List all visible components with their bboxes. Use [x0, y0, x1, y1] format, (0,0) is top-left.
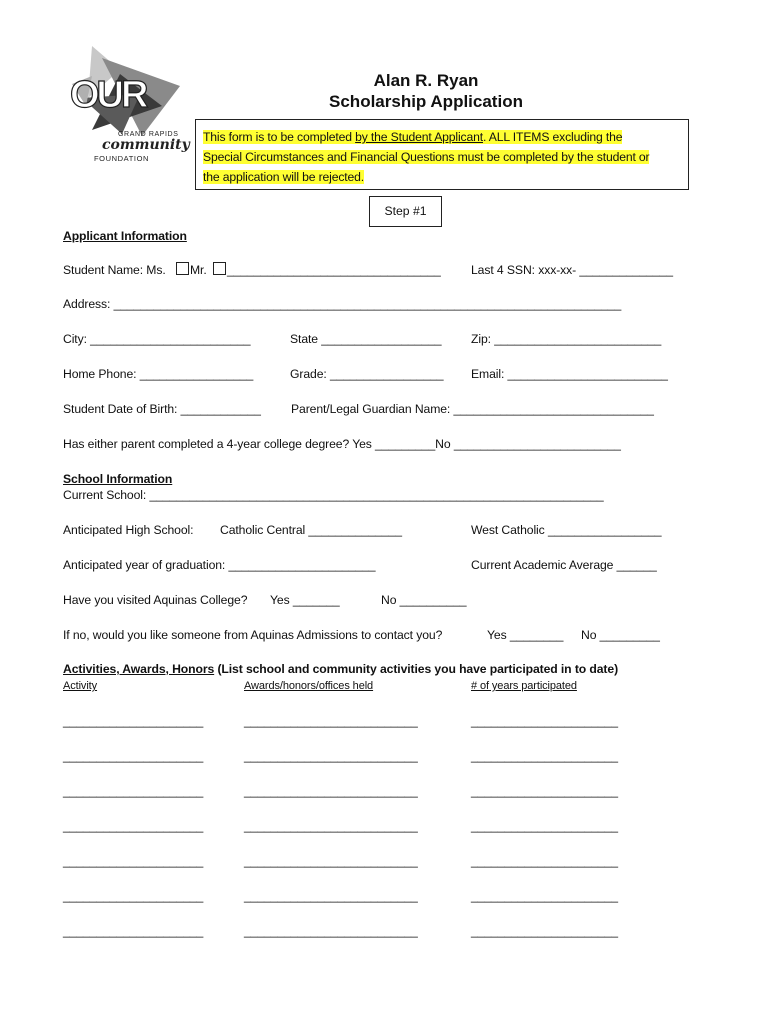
school-section-heading: School Information: [63, 472, 173, 486]
applicant-section-heading: Applicant Information: [63, 229, 187, 243]
activity-field[interactable]: _____________________: [63, 784, 204, 798]
instructions-text: [203, 127, 685, 187]
ssn-field[interactable]: Last 4 SSN: xxx-xx- ______________: [471, 263, 673, 277]
years-field[interactable]: ______________________: [471, 889, 618, 903]
activity-field[interactable]: _____________________: [63, 819, 204, 833]
city-field[interactable]: City: ________________________: [63, 332, 251, 346]
zip-field[interactable]: Zip: _________________________: [471, 332, 662, 346]
email-field[interactable]: Email: ________________________: [471, 367, 668, 381]
community-foundation-logo: [62, 44, 192, 169]
awards-field[interactable]: __________________________: [244, 784, 418, 798]
awards-field[interactable]: __________________________: [244, 714, 418, 728]
years-field[interactable]: ______________________: [471, 819, 618, 833]
current-school-field[interactable]: Current School: ____________________________________________________________________: [63, 488, 604, 502]
visited-no-field[interactable]: No __________: [381, 593, 467, 607]
student-name-field[interactable]: ________________________________: [227, 263, 441, 277]
catholic-central-field[interactable]: Catholic Central ______________: [220, 523, 402, 537]
graduation-year-field[interactable]: Anticipated year of graduation: ______________________: [63, 558, 376, 572]
step-label: Step #1: [369, 196, 442, 227]
mr-label: Mr.: [190, 263, 207, 277]
instructions-box: [195, 119, 689, 190]
years-field[interactable]: ______________________: [471, 854, 618, 868]
awards-field[interactable]: __________________________: [244, 854, 418, 868]
guardian-name-field[interactable]: Parent/Legal Guardian Name: ______________________________: [291, 402, 654, 416]
academic-average-field[interactable]: Current Academic Average ______: [471, 558, 657, 572]
column-activity: Activity: [63, 680, 98, 692]
notice-part-1: This form is to be completed: [203, 130, 356, 144]
page-title: [300, 70, 552, 112]
activity-field[interactable]: _____________________: [63, 924, 204, 938]
grade-field[interactable]: Grade: _________________: [290, 367, 444, 381]
visited-aquinas-question: Have you visited Aquinas College?: [63, 593, 248, 607]
visited-yes-field[interactable]: Yes _______: [270, 593, 340, 607]
years-field[interactable]: ______________________: [471, 749, 618, 763]
activity-field[interactable]: _____________________: [63, 854, 204, 868]
svg-text:OUR: OUR: [70, 74, 146, 116]
years-field[interactable]: ______________________: [471, 784, 618, 798]
state-field[interactable]: State __________________: [290, 332, 442, 346]
mr-checkbox[interactable]: [213, 262, 226, 275]
activity-field[interactable]: _____________________: [63, 889, 204, 903]
birth-date-field[interactable]: Student Date of Birth: ____________: [63, 402, 261, 416]
anticipated-high-school-label: Anticipated High School:: [63, 523, 194, 537]
title-line-2: Scholarship Application: [329, 92, 523, 111]
west-catholic-field[interactable]: West Catholic _________________: [471, 523, 662, 537]
years-field[interactable]: ______________________: [471, 924, 618, 938]
activities-heading-title: Activities, Awards, Honors: [63, 662, 215, 676]
contact-no-field[interactable]: No _________: [581, 628, 660, 642]
awards-field[interactable]: __________________________: [244, 924, 418, 938]
awards-field[interactable]: __________________________: [244, 749, 418, 763]
ms-checkbox[interactable]: [176, 262, 189, 275]
awards-field[interactable]: __________________________: [244, 889, 418, 903]
notice-underlined: by the Student Applicant: [355, 130, 483, 144]
logo-line-3: FOUNDATION: [94, 154, 150, 163]
logo-line-2: community: [102, 137, 190, 153]
activity-field[interactable]: _____________________: [63, 749, 204, 763]
home-phone-field[interactable]: Home Phone: _________________: [63, 367, 254, 381]
activity-field[interactable]: _____________________: [63, 714, 204, 728]
notice-part-2: . ALL ITEMS excluding the: [482, 130, 623, 144]
contact-yes-field[interactable]: Yes ________: [487, 628, 564, 642]
activities-heading-note: (List school and community activities you have participated in to date): [214, 662, 619, 676]
notice-line-3: the application will be rejected.: [203, 170, 365, 184]
student-name-label: Student Name: Ms.: [63, 263, 166, 277]
column-awards: Awards/honors/offices held: [244, 680, 374, 692]
contact-question: If no, would you like someone from Aquinas Admissions to contact you?: [63, 628, 443, 642]
parent-degree-question[interactable]: Has either parent completed a 4-year college degree? Yes _________No _________________________: [63, 437, 621, 451]
years-field[interactable]: ______________________: [471, 714, 618, 728]
title-line-1: Alan R. Ryan: [373, 71, 479, 90]
logo-line-1: GRAND RAPIDS: [118, 131, 179, 138]
awards-field[interactable]: __________________________: [244, 819, 418, 833]
column-years: # of years participated: [471, 680, 577, 692]
activities-heading: [63, 661, 618, 677]
notice-line-2: Special Circumstances and Financial Questions must be completed by the student or: [203, 150, 650, 164]
address-field[interactable]: Address: ____________________________________________________________________________: [63, 297, 622, 311]
